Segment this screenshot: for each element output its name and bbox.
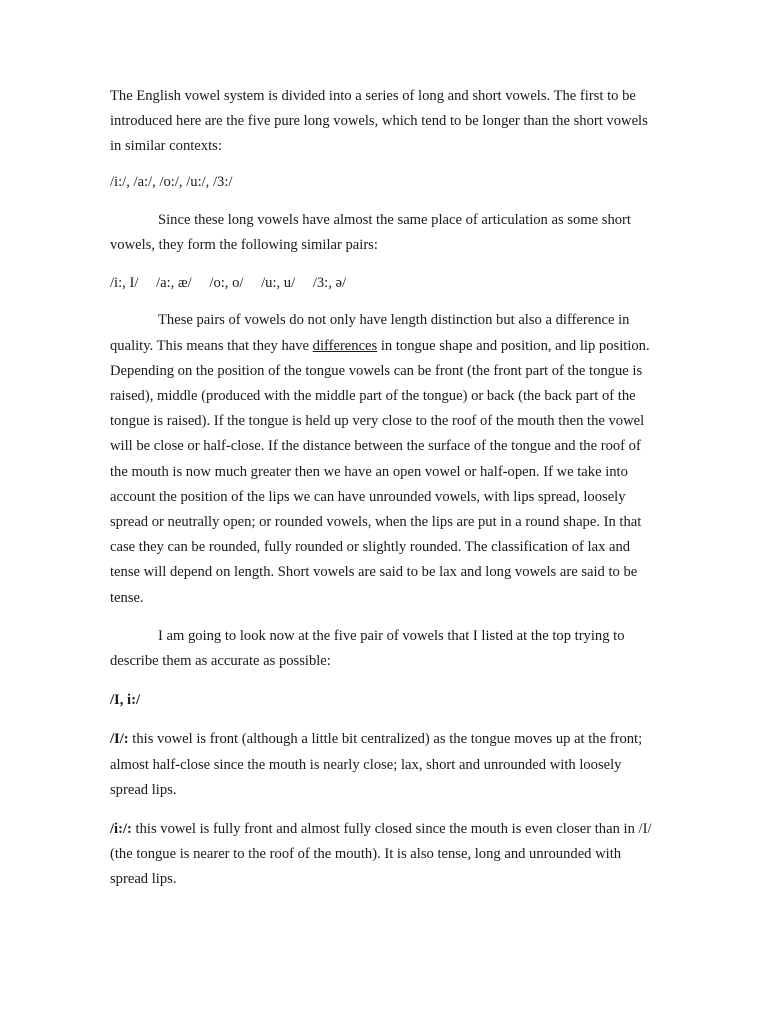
vowel-pairs-list: [110, 271, 662, 296]
document-page: [110, 84, 662, 893]
vowel-pair: /3:, ə/: [312, 275, 347, 292]
definition-long-i: [110, 817, 662, 893]
quality-text-after: in tongue shape and position, and lip position. Depending on the position of the tongue vowels can be front (the front part of the tongue is raised), middle (produced with the middle part of the tongue) or back (the back part of the tongue is raised). If the tongue is held up very close to the roof of the mouth then the vowel will be close or half-close. If the distance between the surface of the tongue and the roof of the mouth is now much greater then we have an open vowel or half-open. If we take into account the position of the lips we can have unrounded vowels, with lips spread, loosely spread or neutrally open; or rounded vowels, when the lips are put in a round shape. In that case they can be rounded, fully rounded or slightly rounded. The classification of lax and tense will depend on length. Short vowels are said to be lax and long vowels are said to be tense.: [110, 337, 650, 606]
look-intro-paragraph: I am going to look now at the five pair of vowels that I listed at the top trying to describe them as accurate as possible:: [110, 627, 625, 670]
vowel-pair: /u:, u/: [261, 275, 296, 292]
differences-underlined: differences: [312, 337, 378, 354]
vowel-pair: /i:, I/: [110, 275, 139, 292]
quality-text-before: These pairs of vowels do not only have length distinction but also a difference in quality. This means that they have: [110, 312, 630, 354]
definition-short-i: [110, 727, 662, 803]
definition-term: /i:/:: [110, 821, 132, 838]
quality-paragraph: [110, 308, 662, 610]
definition-text: this vowel is fully front and almost fully closed since the mouth is even closer than in /I/ (the tongue is nearer to the roof of the mouth). It is also tense, long and unrounded with spread lips.: [110, 821, 652, 888]
pair-heading: /I, i:/: [110, 692, 140, 709]
pairs-intro-paragraph: Since these long vowels have almost the same place of articulation as some short vowels, they form the following similar pairs:: [110, 211, 631, 254]
vowel-pair: /o:, o/: [209, 275, 244, 292]
long-vowels-list: /i:/, /a:/, /o:/, /u:/, /3:/: [110, 173, 233, 190]
intro-paragraph: The English vowel system is divided into a series of long and short vowels. The first to be introduced here are the five pure long vowels, which tend to be longer than the short vowels in similar contexts:: [110, 88, 648, 155]
definition-text: this vowel is front (although a little bit centralized) as the tongue moves up at the front; almost half-close since the mouth is nearly close; lax, short and unrounded with loosely spread lips.: [110, 731, 643, 798]
definition-term: /I/:: [110, 731, 129, 748]
vowel-pair: /a:, æ/: [156, 275, 192, 292]
